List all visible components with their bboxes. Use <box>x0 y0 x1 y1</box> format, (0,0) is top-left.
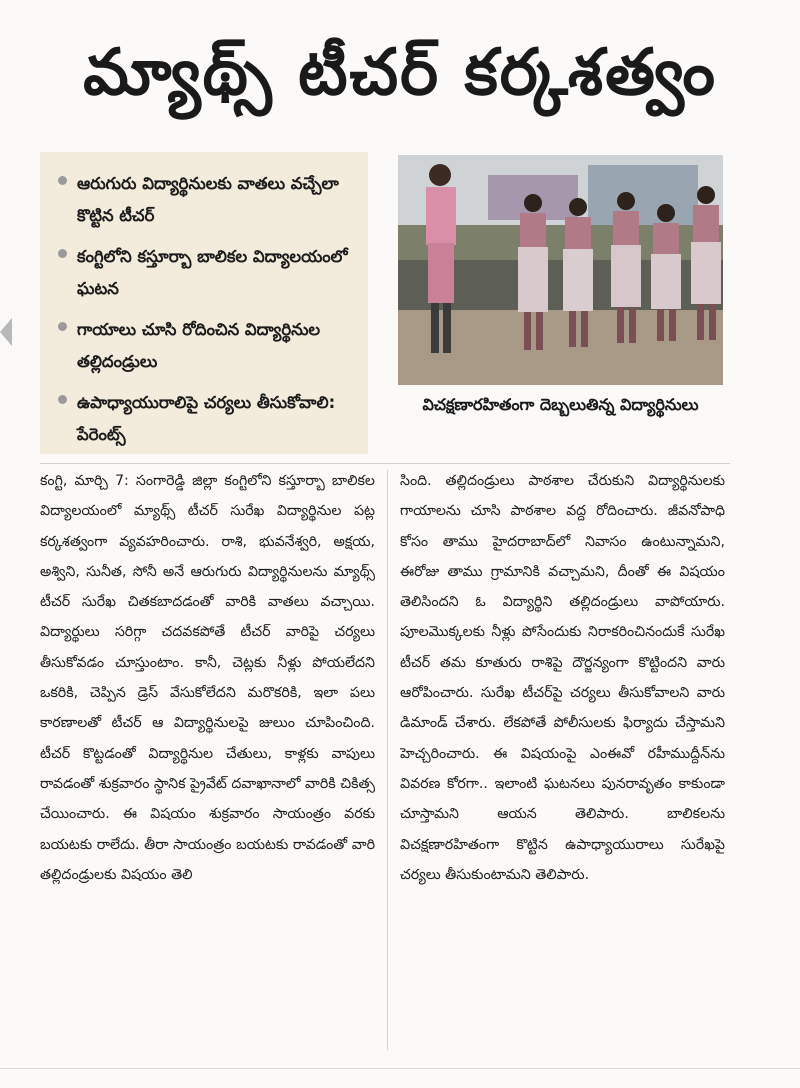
bullet-icon <box>58 249 67 258</box>
bottom-divider <box>0 1068 800 1069</box>
bullet-icon <box>58 322 67 331</box>
highlights-box <box>40 152 368 454</box>
article-column-2: సింది. తల్లిదండ్రులు పాఠశాల చేరుకుని విద్యార్థినులకు గాయాలను చూసి పాఠశాల వద్ద రోదించారు. జీవనోపాధి కోసం తాము హైదరాబాద్‌లో నివాసం ఉంటున్నామని, ఈరోజు తాము గ్రామానికి వచ్చామని, దీంతో ఈ విషయం తెలిసిందని ఓ విద్యార్థిని తల్లిదండ్రులు వాపోయారు. పూలమొక్కలకు నీళ్లు పోసేందుకు నిరాకరించినందుకే సురేఖ టీచర్ తమ కూతురు రాశిపై దౌర్జన్యంగా కొట్టిందని వారు ఆరోపించారు. సురేఖ టీచర్‌పై చర్యలు తీసుకోవాలని వారు డిమాండ్ చేశారు. లేకపోతే పోలీసులకు ఫిర్యాదు చేస్తామని హెచ్చరించారు. ఈ విషయంపై ఎంఈవో రహీముద్దీన్‌ను వివరణ కోరగా.. ఇలాంటి ఘటనలు పునరావృతం కాకుండా చూస్తామని ఆయన తెలిపారు. బాలికలను విచక్షణారహితంగా కొట్టిన ఉపాధ్యాయురాలు సురేఖపై చర్యలు తీసుకుంటామని తెలిపారు. <box>400 473 725 883</box>
highlight-text: గాయాలు చూసి రోదించిన విద్యార్థినుల తల్లిదండ్రులు <box>77 320 321 371</box>
photo-caption: విచక్షణారహితంగా దెబ్బలుతిన్న విద్యార్థినులు <box>422 395 699 414</box>
highlight-text: కంగ్టిలోని కస్తూర్బా బాలికల విద్యాలయంలో ఘటన <box>77 247 348 298</box>
highlight-text: ఆరుగురు విద్యార్థినులకు వాతలు వచ్చేలా కొట్టిన టీచర్ <box>77 174 339 225</box>
page-edge-arrow-icon <box>0 318 12 346</box>
highlight-item <box>54 241 356 305</box>
news-photo <box>398 155 723 385</box>
highlight-item <box>54 387 356 451</box>
highlight-item <box>54 168 356 232</box>
highlight-item <box>54 314 356 378</box>
bullet-icon <box>58 176 67 185</box>
bullet-icon <box>58 395 67 404</box>
divider <box>40 463 730 464</box>
article-column-1: కంగ్టి, మార్చి 7: సంగారెడ్డి జిల్లా కంగ్టిలోని కస్తూర్బా బాలికల విద్యాలయంలో మ్యాథ్స్ టీచర్ సురేఖ విద్యార్థినుల పట్ల కర్కశత్వంగా వ్యవహరించారు. రాశి, భువనేశ్వరి, అక్షయ, అశ్విని, సునీత, సోనీ అనే ఆరుగురు విద్యార్థినులను మ్యాథ్స్ టీచర్ సురేఖ చితకబాదడంతో వారికి వాతలు వచ్చాయి. విద్యార్థులు సరిగ్గా చదవకపోతే టీచర్ వారిపై చర్యలు తీసుకోవడం చూస్తుంటాం. కానీ, చెట్లకు నీళ్లు పోయలేదని ఒకరికి, చెప్పిన డ్రెస్ వేసుకోలేదని మరొకరికి, ఇలా పలు కారణాలతో టీచర్ ఆ విద్యార్థినులపై జులుం చూపించింది. టీచర్ కొట్టడంతో విద్యార్థినుల చేతులు, కాళ్లకు వాపులు రావడంతో శుక్రవారం స్థానిక ప్రైవేట్ దవాఖానాలో వారికి చికిత్స చేయించారు. ఈ విషయం శుక్రవారం సాయంత్రం వరకు బయటకు రాలేదు. తీరా సాయంత్రం బయటకు రావడంతో వారి తల్లిదండ్రులకు విషయం తెలి <box>40 473 375 883</box>
column-divider <box>387 470 388 1050</box>
students-photo-illustration <box>398 155 723 385</box>
highlight-text: ఉపాధ్యాయురాలిపై చర్యలు తీసుకోవాలి: పేరెంట్స్ <box>77 393 336 444</box>
headline: మ్యాథ్స్ టీచర్ కర్కశత్వం <box>83 36 717 110</box>
